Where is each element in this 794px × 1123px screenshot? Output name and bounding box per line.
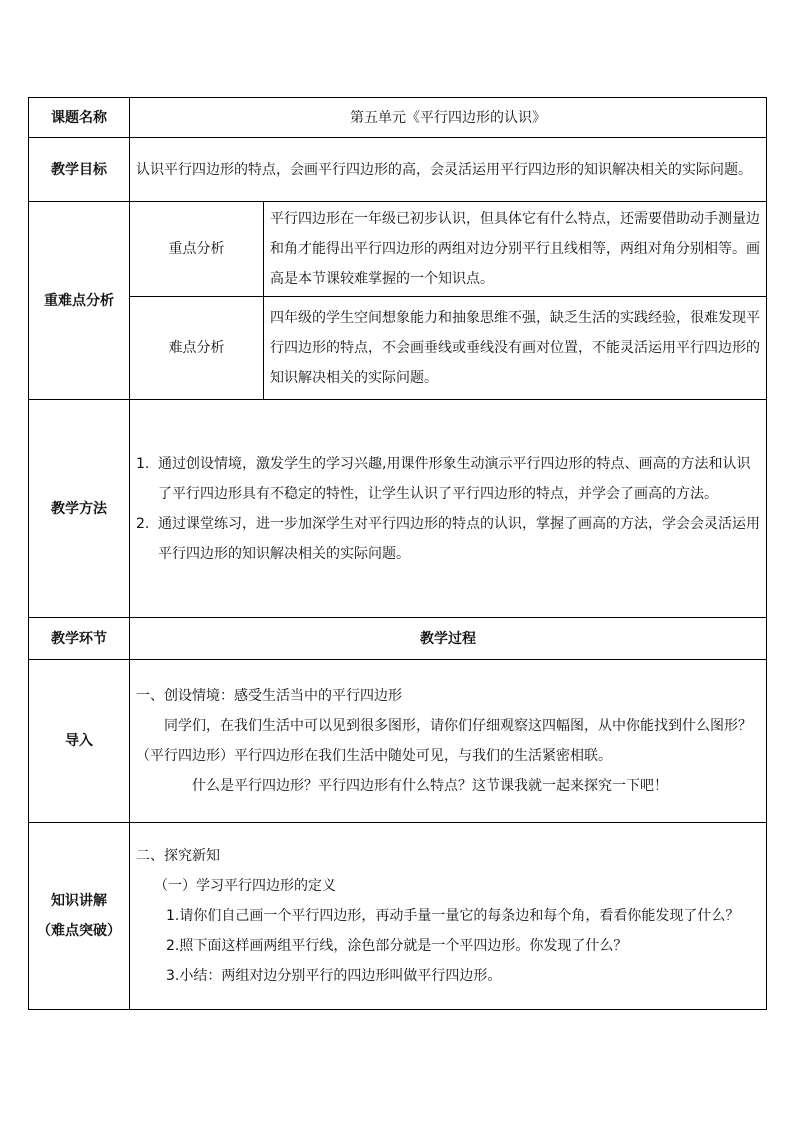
title-value: 第五单元《平行四边形的认识》: [130, 98, 767, 138]
knowledge-heading: 二、探究新知: [136, 848, 220, 864]
goals-label: 教学目标: [29, 138, 130, 202]
knowledge-subheading: （一）学习平行四边形的定义: [154, 878, 336, 894]
row-intro: [29, 660, 767, 823]
row-goals: [29, 138, 767, 202]
intro-label: 导入: [29, 660, 130, 823]
knowledge-label-line2: （难点突破）: [37, 923, 121, 939]
methods-item: [136, 509, 760, 569]
methods-item-number: 1.: [136, 455, 150, 472]
row-key-analysis: [29, 202, 767, 297]
intro-question: 什么是平行四边形？平行四边形有什么特点？这节课我就一起来探究一下吧！: [192, 778, 668, 794]
intro-content: [130, 660, 767, 823]
process-header: 教学过程: [130, 618, 767, 660]
knowledge-label-line1: 知识讲解: [51, 893, 107, 909]
methods-item: [136, 449, 760, 509]
intro-paragraph: 同学们，在我们生活中可以见到很多图形，请你们仔细观察这四幅图，从中你能找到什么图形？（平行四边形）平行四边形在我们生活中随处可见，与我们的生活紧密相联。: [136, 718, 752, 764]
difficult-analysis-value: 四年级的学生空间想象能力和抽象思维不强，缺乏生活的实践经验，很难发现平行四边形的特点，不会画垂线或垂线没有画对位置，不能灵活运用平行四边形的知识解决相关的实际问题。: [264, 297, 767, 400]
methods-item-number: 2.: [136, 515, 150, 532]
methods-item-text: 通过创设情境，激发学生的学习兴趣,用课件形象生动演示平行四边形的特点、画高的方法和认识了平行四边形具有不稳定的特性，让学生认识了平行四边形的特点，并学会了画高的方法。: [158, 455, 751, 502]
methods-item-text: 通过课堂练习，进一步加深学生对平行四边形的特点的认识，掌握了画高的方法，学会会灵活运用平行四边形的知识解决相关的实际问题。: [158, 515, 760, 562]
key-analysis-value: 平行四边形在一年级已初步认识，但具体它有什么特点，还需要借助动手测量边和角才能得出平行四边形的两组对边分别平行且线相等，两组对角分别相等。画高是本节课较难掌握的一个知识点。: [264, 202, 767, 297]
title-label: 课题名称: [29, 98, 130, 138]
knowledge-content: [130, 823, 767, 1010]
difficult-analysis-label: 难点分析: [130, 297, 264, 400]
key-analysis-label: 重点分析: [130, 202, 264, 297]
row-difficult-analysis: [29, 297, 767, 400]
methods-label: 教学方法: [29, 400, 130, 618]
row-title: [29, 98, 767, 138]
stage-header: 教学环节: [29, 618, 130, 660]
row-knowledge: [29, 823, 767, 1010]
goals-value: 认识平行四边形的特点，会画平行四边形的高，会灵活运用平行四边形的知识解决相关的实际问题。: [130, 138, 767, 202]
analysis-label: 重难点分析: [29, 202, 130, 400]
row-methods: [29, 400, 767, 618]
methods-value: [130, 400, 767, 618]
knowledge-item: 3.小结：两组对边分别平行的四边形叫做平行四边形。: [166, 968, 502, 984]
knowledge-item: 2.照下面这样画两组平行线，涂色部分就是一个平四边形。你发现了什么？: [166, 938, 628, 954]
knowledge-label: [29, 823, 130, 1010]
methods-list: [136, 449, 760, 569]
row-header: [29, 618, 767, 660]
lesson-plan-table: [28, 97, 767, 1010]
knowledge-item: 1.请你们自己画一个平行四边形，再动手量一量它的每条边和每个角，看看你能发现了什么？: [166, 908, 740, 924]
intro-heading: 一、创设情境：感受生活当中的平行四边形: [136, 688, 402, 704]
